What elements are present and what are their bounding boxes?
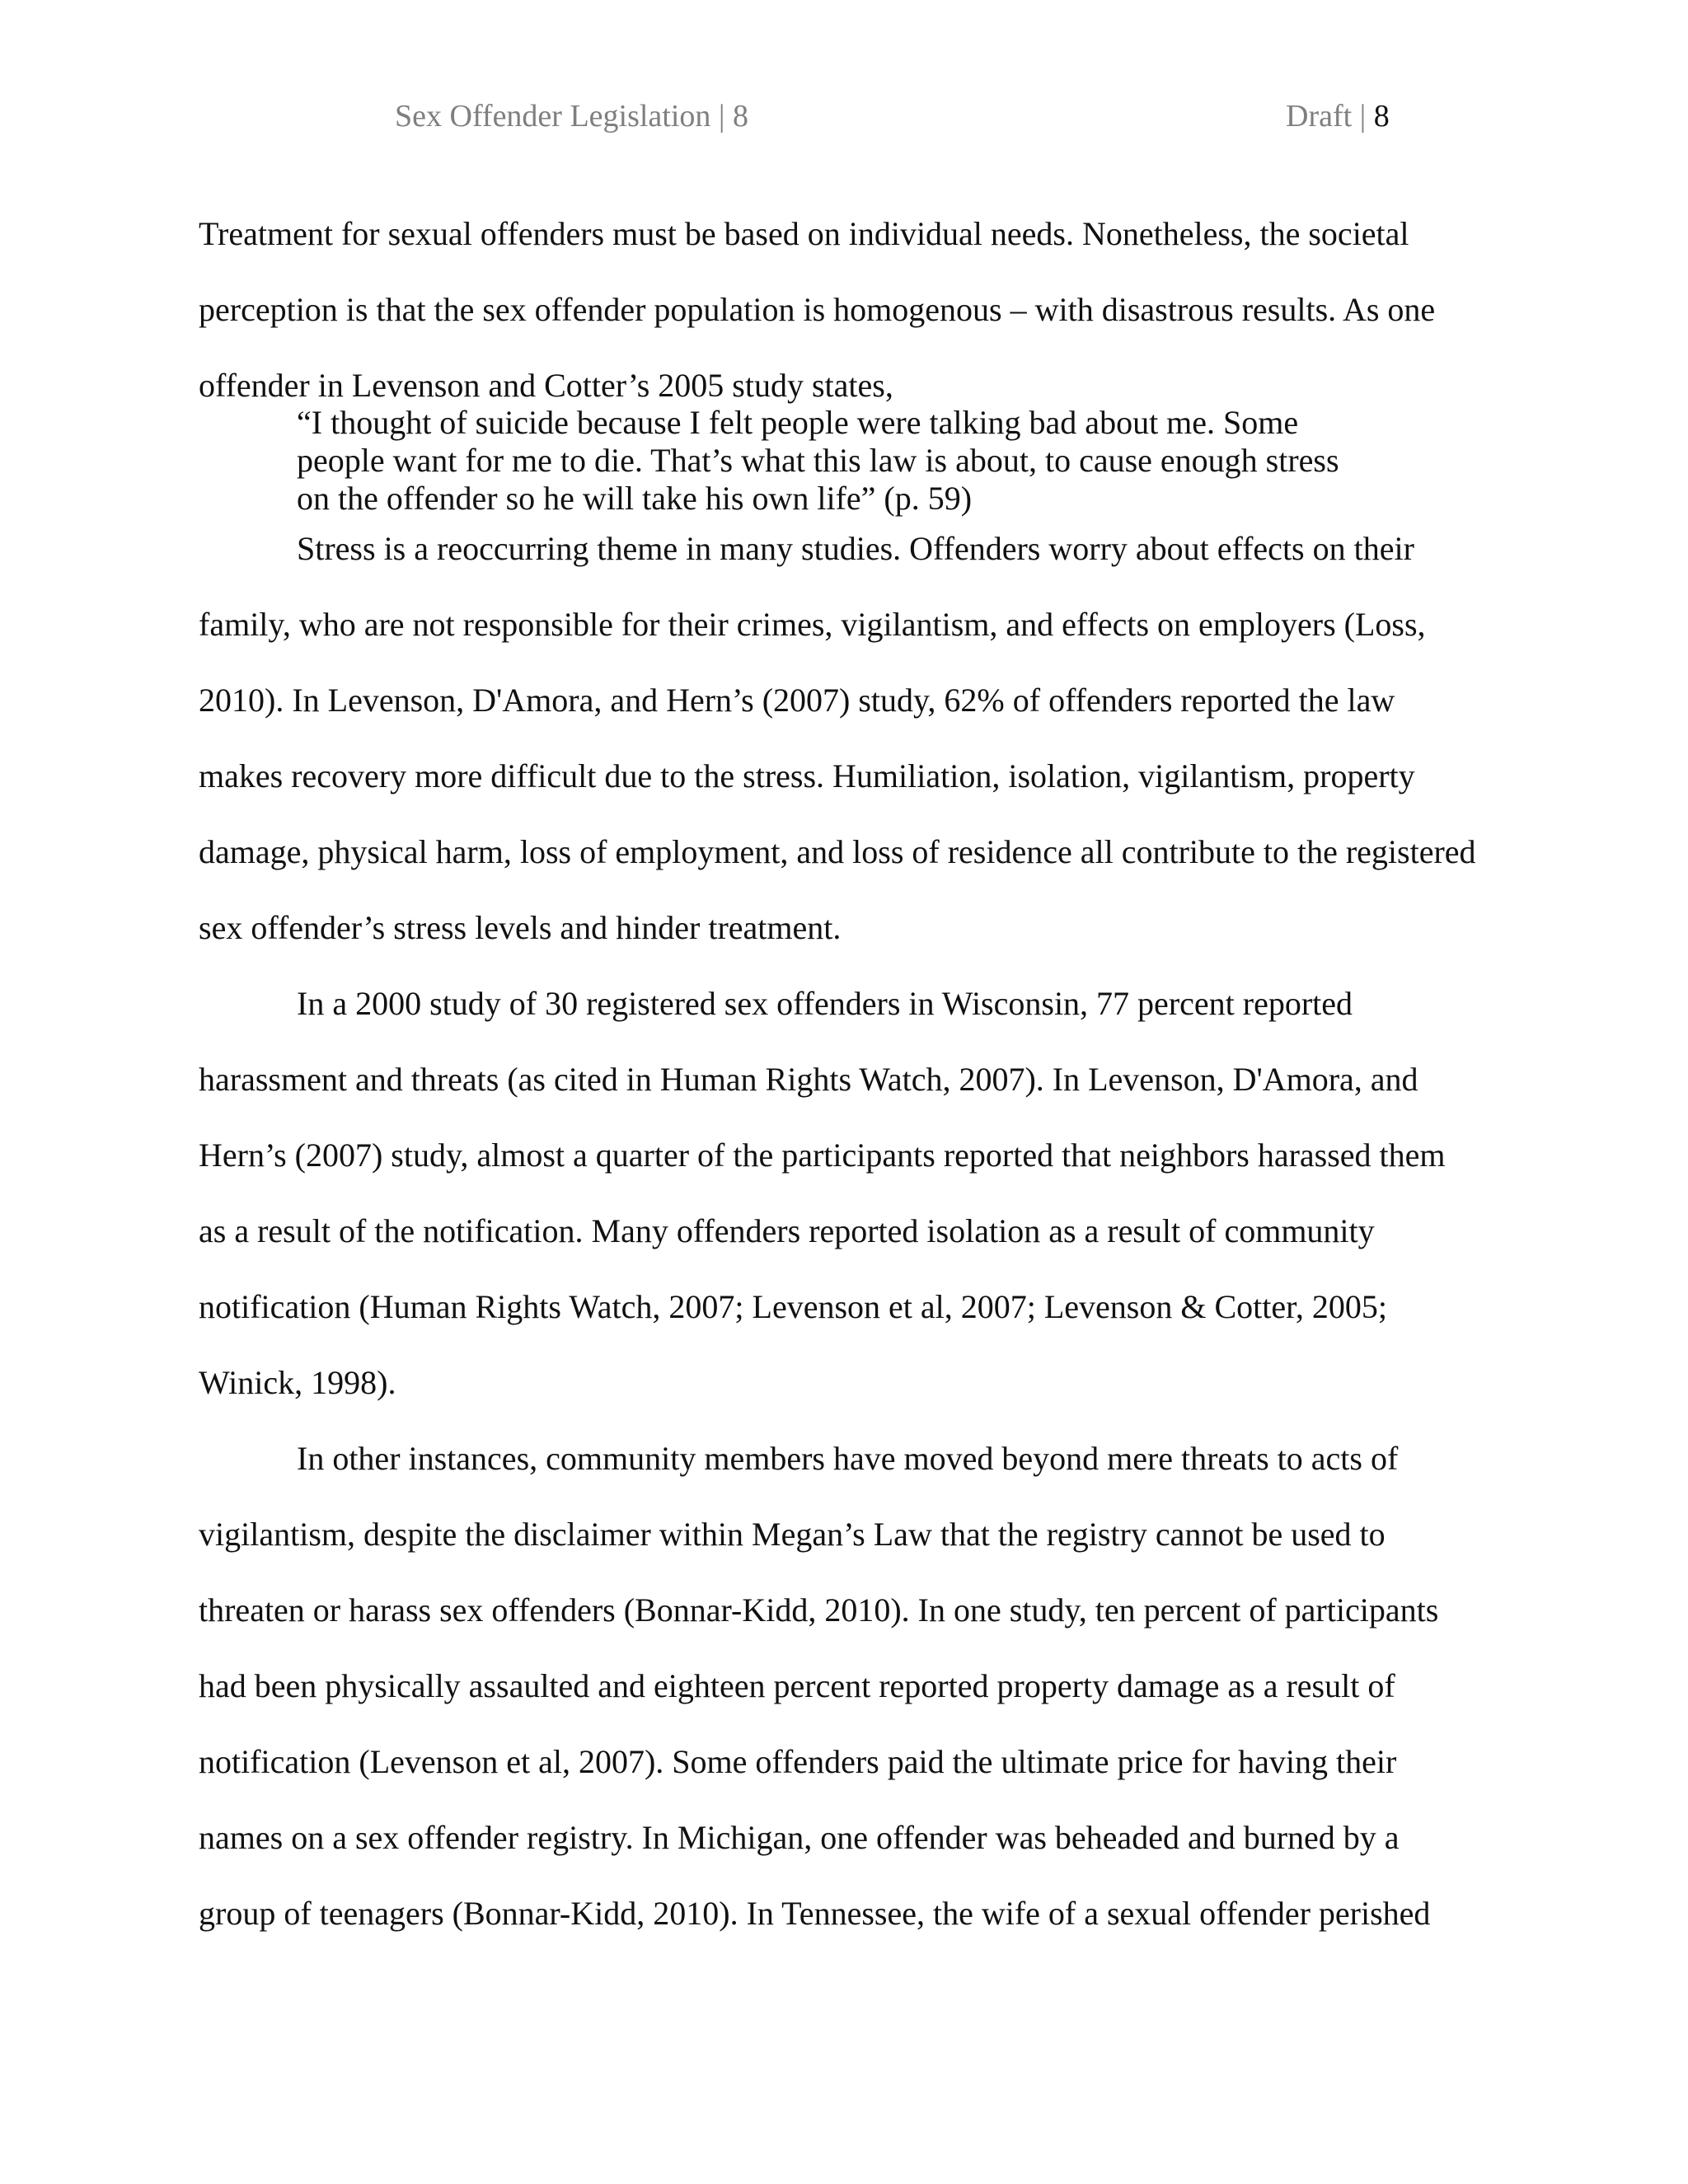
paragraph-4	[199, 1421, 1517, 1952]
text-line: perception is that the sex offender population is homogenous – with disastrous results. As one	[199, 291, 1436, 328]
text-line: Stress is a reoccurring theme in many studies. Offenders worry about effects on their	[297, 530, 1414, 567]
text-line: had been physically assaulted and eighteen percent reported property damage as a result of	[199, 1667, 1395, 1704]
text-line: In other instances, community members have moved beyond mere threats to acts of	[297, 1440, 1399, 1477]
text-line: family, who are not responsible for their crimes, vigilantism, and effects on employers (Loss,	[199, 606, 1426, 643]
paragraph-3	[199, 966, 1517, 1421]
text-line: In a 2000 study of 30 registered sex offenders in Wisconsin, 77 percent reported	[297, 985, 1353, 1022]
text-line: harassment and threats (as cited in Human Rights Watch, 2007). In Levenson, D'Amora, and	[199, 1061, 1418, 1098]
text-line: vigilantism, despite the disclaimer within Megan’s Law that the registry cannot be used to	[199, 1516, 1386, 1553]
draft-label: Draft |	[1286, 99, 1374, 134]
block-quote	[199, 404, 1517, 518]
running-header-draft	[1286, 96, 1390, 137]
running-header-title: Sex Offender Legislation | 8	[395, 99, 749, 134]
page-number: 8	[1373, 99, 1390, 134]
text-line: notification (Levenson et al, 2007). Some offenders paid the ultimate price for having their	[199, 1743, 1397, 1780]
body-text	[199, 196, 1517, 1952]
quote-line: people want for me to die. That’s what this law is about, to cause enough stress	[297, 442, 1339, 479]
text-line: threaten or harass sex offenders (Bonnar-Kidd, 2010). In one study, ten percent of participants	[199, 1591, 1439, 1629]
text-line: as a result of the notification. Many offenders reported isolation as a result of community	[199, 1212, 1375, 1249]
quote-line: on the offender so he will take his own life” (p. 59)	[297, 480, 973, 517]
text-line: group of teenagers (Bonnar-Kidd, 2010). In Tennessee, the wife of a sexual offender perished	[199, 1895, 1431, 1932]
text-line: makes recovery more difficult due to the stress. Humiliation, isolation, vigilantism, property	[199, 757, 1415, 794]
paragraph-1	[199, 196, 1517, 424]
text-line: damage, physical harm, loss of employment, and loss of residence all contribute to the registered	[199, 833, 1476, 870]
quote-line: “I thought of suicide because I felt people were talking bad about me. Some	[297, 404, 1299, 441]
text-line: Hern’s (2007) study, almost a quarter of the participants reported that neighbors harassed them	[199, 1137, 1446, 1174]
text-line: names on a sex offender registry. In Michigan, one offender was beheaded and burned by a	[199, 1819, 1400, 1856]
text-line: 2010). In Levenson, D'Amora, and Hern’s (2007) study, 62% of offenders reported the law	[199, 682, 1395, 719]
text-line: offender in Levenson and Cotter’s 2005 study states,	[199, 367, 893, 404]
text-line: notification (Human Rights Watch, 2007; Levenson et al, 2007; Levenson & Cotter, 2005;	[199, 1288, 1387, 1325]
text-line: sex offender’s stress levels and hinder treatment.	[199, 909, 842, 946]
text-line: Treatment for sexual offenders must be based on individual needs. Nonetheless, the societal	[199, 215, 1409, 252]
text-line: Winick, 1998).	[199, 1364, 396, 1401]
paragraph-2	[199, 511, 1517, 966]
